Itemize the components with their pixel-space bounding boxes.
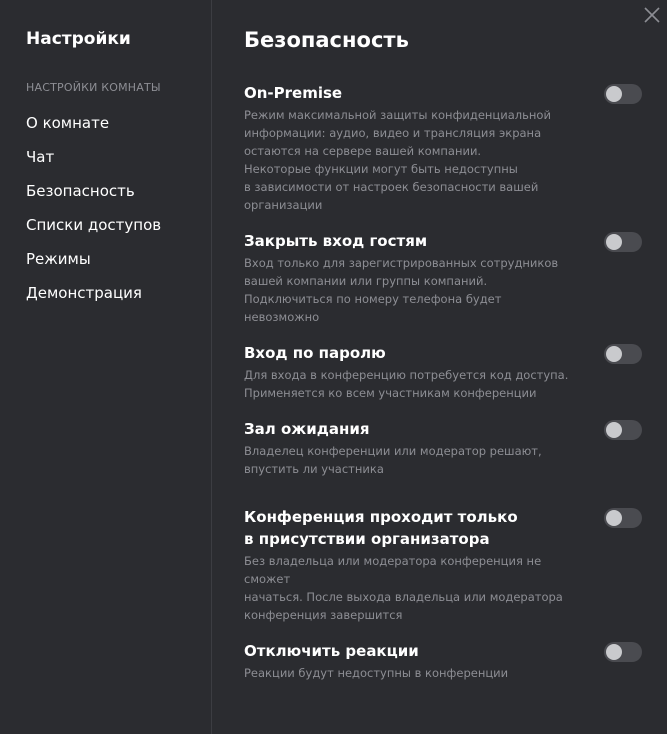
page-title: Безопасность <box>244 28 409 52</box>
toggle-knob <box>606 644 622 660</box>
sidebar-item-access-lists[interactable]: Списки доступов <box>26 216 162 234</box>
setting-title: Конференция проходит только в присутствии организатора <box>244 508 518 548</box>
sidebar-item-security[interactable]: Безопасность <box>26 182 135 200</box>
sidebar <box>0 0 212 734</box>
sidebar-item-chat[interactable]: Чат <box>26 148 55 166</box>
close-guests-toggle[interactable] <box>604 232 642 252</box>
toggle-knob <box>606 510 622 526</box>
setting-waiting-room <box>244 418 642 478</box>
close-button[interactable] <box>643 6 661 24</box>
waiting-room-toggle[interactable] <box>604 420 642 440</box>
main-content <box>212 0 667 734</box>
setting-description: Для входа в конференцию потребуется код доступа. Применяется ко всем участникам конференции <box>244 368 569 400</box>
setting-title: Зал ожидания <box>244 420 370 438</box>
section-caption: НАСТРОЙКИ КОМНАТЫ <box>26 81 161 94</box>
setting-description: Режим максимальной защиты конфиденциальной информации: аудио, видео и трансляция экрана остаются на сервере вашей компании. Некоторые функции могут быть недоступны в зависимости от настроек безопасности вашей организации <box>244 108 551 212</box>
toggle-knob <box>606 86 622 102</box>
setting-close-guests <box>244 230 642 326</box>
setting-organizer-presence <box>244 506 642 624</box>
setting-description: Реакции будут недоступны в конференции <box>244 666 509 680</box>
setting-title: Отключить реакции <box>244 642 419 660</box>
on-premise-toggle[interactable] <box>604 84 642 104</box>
sidebar-item-about[interactable]: О комнате <box>26 114 110 132</box>
setting-title: On-Premise <box>244 84 343 102</box>
setting-description: Без владельца или модератора конференция не сможет начаться. После выхода владельца или модератора конференция завершится <box>244 554 563 622</box>
sidebar-title: Настройки <box>26 29 131 49</box>
close-icon <box>643 6 661 24</box>
sidebar-item-modes[interactable]: Режимы <box>26 250 91 268</box>
setting-password-entry <box>244 342 642 402</box>
setting-description: Владелец конференции или модератор решают, впустить ли участника <box>244 444 542 476</box>
sidebar-item-screen-share[interactable]: Демонстрация <box>26 284 142 302</box>
disable-reactions-toggle[interactable] <box>604 642 642 662</box>
toggle-knob <box>606 346 622 362</box>
setting-description: Вход только для зарегистрированных сотрудников вашей компании или группы компаний. Подключиться по номеру телефона будет невозможно <box>244 256 559 324</box>
setting-title: Закрыть вход гостям <box>244 232 428 250</box>
toggle-knob <box>606 422 622 438</box>
toggle-knob <box>606 234 622 250</box>
setting-on-premise <box>244 82 642 214</box>
setting-title: Вход по паролю <box>244 344 386 362</box>
organizer-presence-toggle[interactable] <box>604 508 642 528</box>
setting-disable-reactions <box>244 640 642 682</box>
password-entry-toggle[interactable] <box>604 344 642 364</box>
